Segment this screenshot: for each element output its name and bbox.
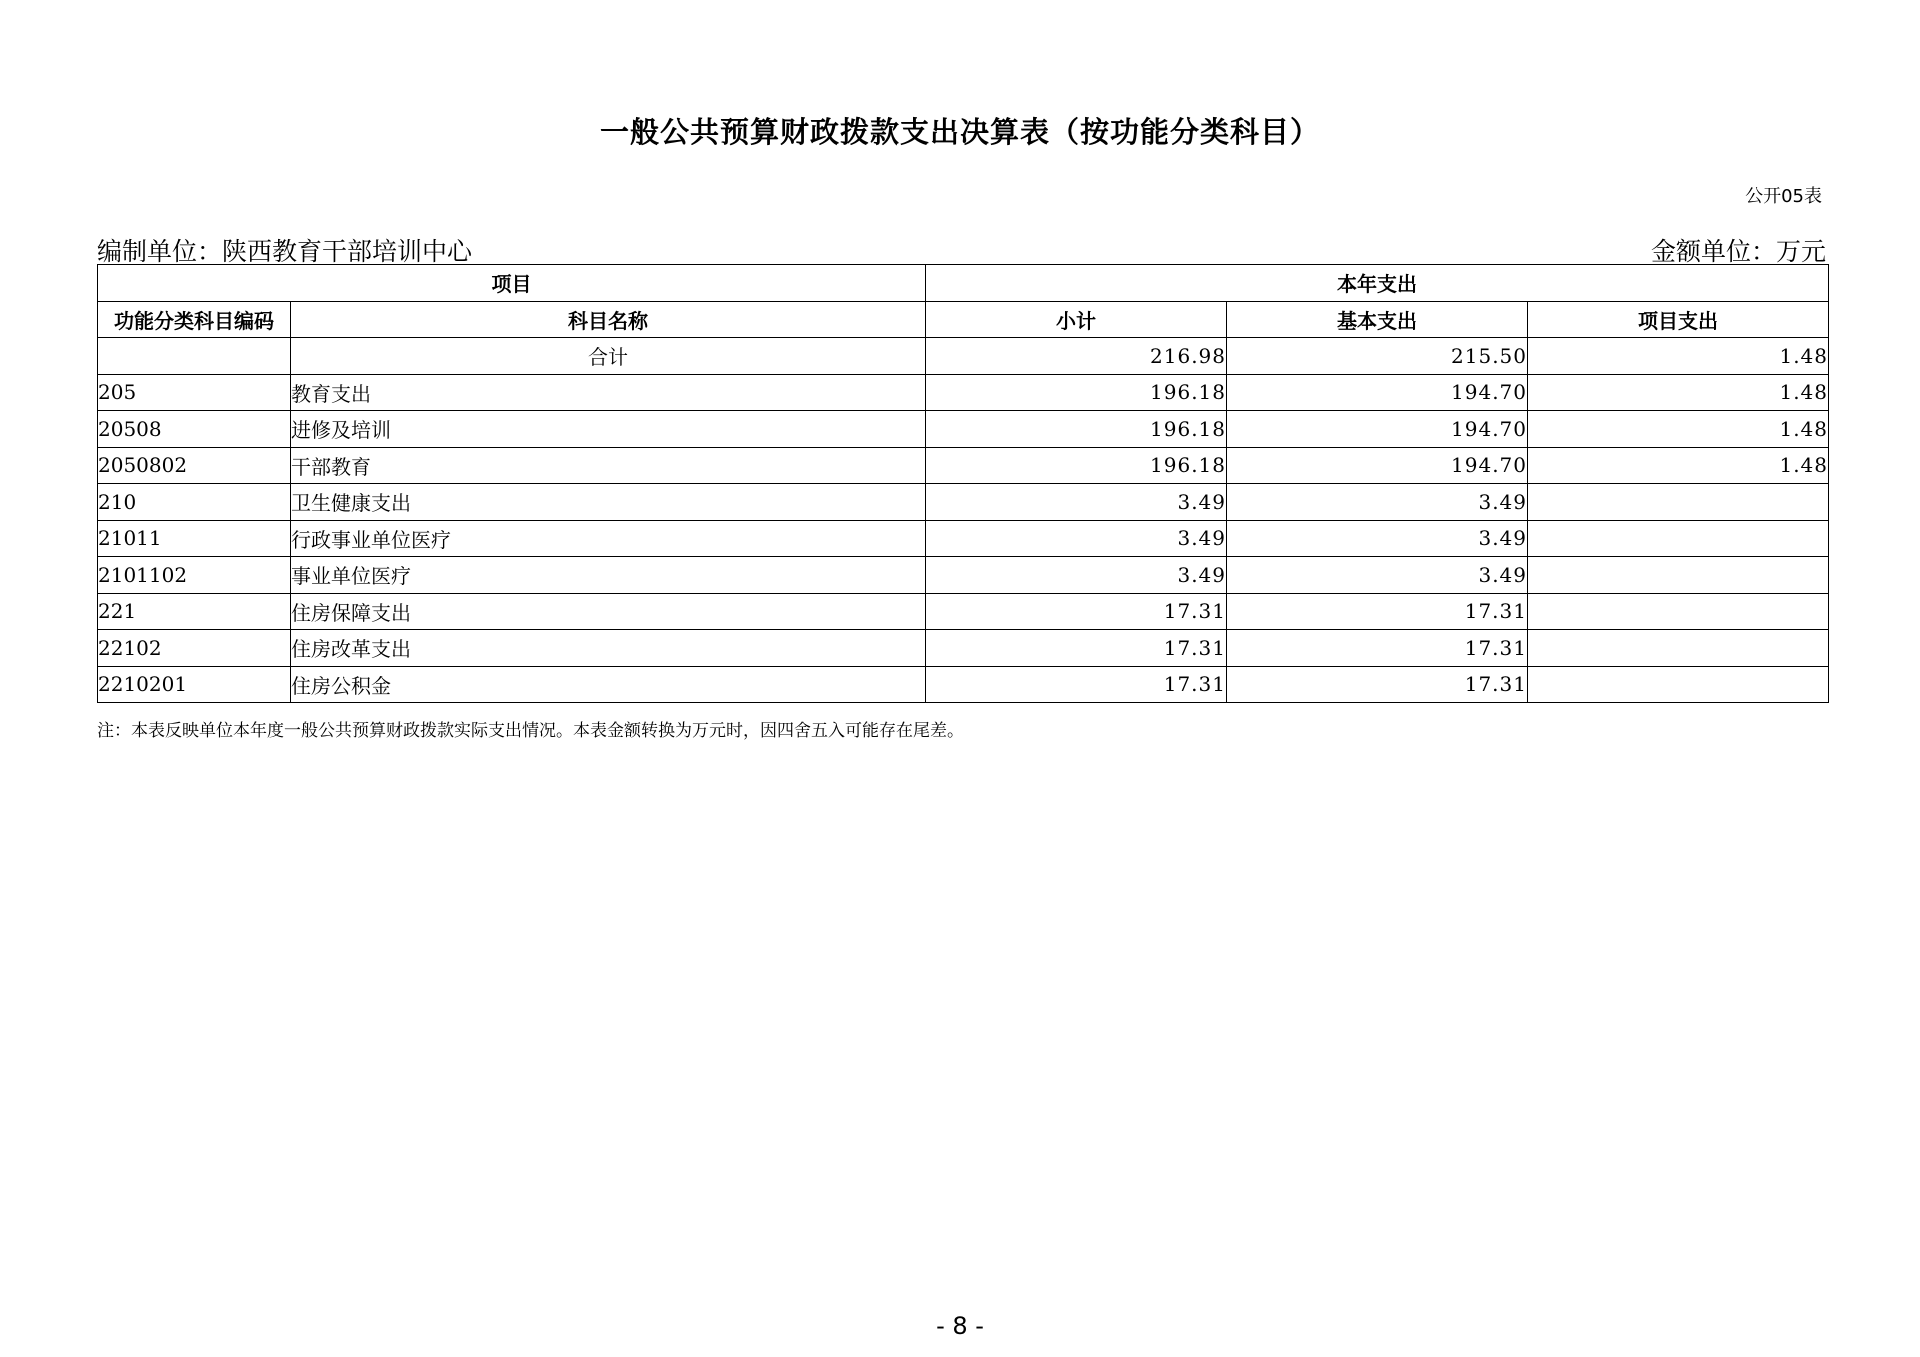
cell-code: 205: [98, 374, 291, 411]
cell-project: [1528, 593, 1829, 630]
cell-name: 合计: [291, 338, 926, 375]
table-row: [98, 374, 1829, 411]
cell-subtotal: 196.18: [926, 374, 1227, 411]
header-subtotal: 小计: [926, 301, 1227, 338]
cell-basic: 215.50: [1227, 338, 1528, 375]
cell-name: 住房保障支出: [291, 593, 926, 630]
page-number: - 8 -: [936, 1312, 984, 1340]
table-row: [98, 630, 1829, 667]
cell-project: 1.48: [1528, 374, 1829, 411]
cell-subtotal: 216.98: [926, 338, 1227, 375]
header-project-expense: 项目支出: [1528, 301, 1829, 338]
amount-unit: 金额单位：万元: [1650, 237, 1826, 266]
cell-name: 住房改革支出: [291, 630, 926, 667]
cell-basic: 194.70: [1227, 374, 1528, 411]
header-year-expense: 本年支出: [926, 265, 1829, 302]
cell-basic: 3.49: [1227, 557, 1528, 594]
table-row-total: [98, 338, 1829, 375]
cell-basic: 17.31: [1227, 630, 1528, 667]
table-row: [98, 666, 1829, 703]
header-basic: 基本支出: [1227, 301, 1528, 338]
cell-code: 210: [98, 484, 291, 521]
table-row: [98, 447, 1829, 484]
table-row: [98, 557, 1829, 594]
cell-project: [1528, 484, 1829, 521]
cell-subtotal: 196.18: [926, 447, 1227, 484]
cell-subtotal: 3.49: [926, 520, 1227, 557]
cell-code: 2210201: [98, 666, 291, 703]
cell-project: 1.48: [1528, 338, 1829, 375]
cell-project: 1.48: [1528, 411, 1829, 448]
header-name: 科目名称: [291, 301, 926, 338]
cell-code: 2050802: [98, 447, 291, 484]
table-row: [98, 484, 1829, 521]
cell-code: 20508: [98, 411, 291, 448]
table-note: 注：本表反映单位本年度一般公共预算财政拨款实际支出情况。本表金额转换为万元时，因四舍五入可能存在尾差。: [97, 721, 964, 741]
cell-name: 教育支出: [291, 374, 926, 411]
header-code: 功能分类科目编码: [98, 301, 291, 338]
cell-basic: 194.70: [1227, 411, 1528, 448]
cell-code: 221: [98, 593, 291, 630]
cell-subtotal: 3.49: [926, 557, 1227, 594]
cell-code: [98, 338, 291, 375]
table-row: [98, 520, 1829, 557]
cell-name: 行政事业单位医疗: [291, 520, 926, 557]
cell-project: 1.48: [1528, 447, 1829, 484]
cell-basic: 3.49: [1227, 520, 1528, 557]
header-project: 项目: [98, 265, 926, 302]
compiling-unit: 编制单位：陕西教育干部培训中心: [97, 237, 473, 266]
cell-basic: 17.31: [1227, 593, 1528, 630]
table-row: [98, 593, 1829, 630]
cell-basic: 3.49: [1227, 484, 1528, 521]
cell-name: 卫生健康支出: [291, 484, 926, 521]
page-title: 一般公共预算财政拨款支出决算表（按功能分类科目）: [599, 115, 1320, 149]
cell-project: [1528, 630, 1829, 667]
header-row-columns: [98, 301, 1829, 338]
cell-basic: 194.70: [1227, 447, 1528, 484]
cell-name: 干部教育: [291, 447, 926, 484]
cell-name: 事业单位医疗: [291, 557, 926, 594]
cell-project: [1528, 666, 1829, 703]
cell-subtotal: 17.31: [926, 630, 1227, 667]
cell-name: 住房公积金: [291, 666, 926, 703]
cell-code: 2101102: [98, 557, 291, 594]
cell-code: 21011: [98, 520, 291, 557]
cell-project: [1528, 520, 1829, 557]
header-row-group: [98, 265, 1829, 302]
table-row: [98, 411, 1829, 448]
cell-name: 进修及培训: [291, 411, 926, 448]
form-number: 公开05表: [1745, 186, 1822, 207]
cell-subtotal: 17.31: [926, 593, 1227, 630]
cell-code: 22102: [98, 630, 291, 667]
expenditure-table: [97, 264, 1829, 703]
cell-subtotal: 196.18: [926, 411, 1227, 448]
cell-subtotal: 17.31: [926, 666, 1227, 703]
cell-project: [1528, 557, 1829, 594]
cell-basic: 17.31: [1227, 666, 1528, 703]
cell-subtotal: 3.49: [926, 484, 1227, 521]
